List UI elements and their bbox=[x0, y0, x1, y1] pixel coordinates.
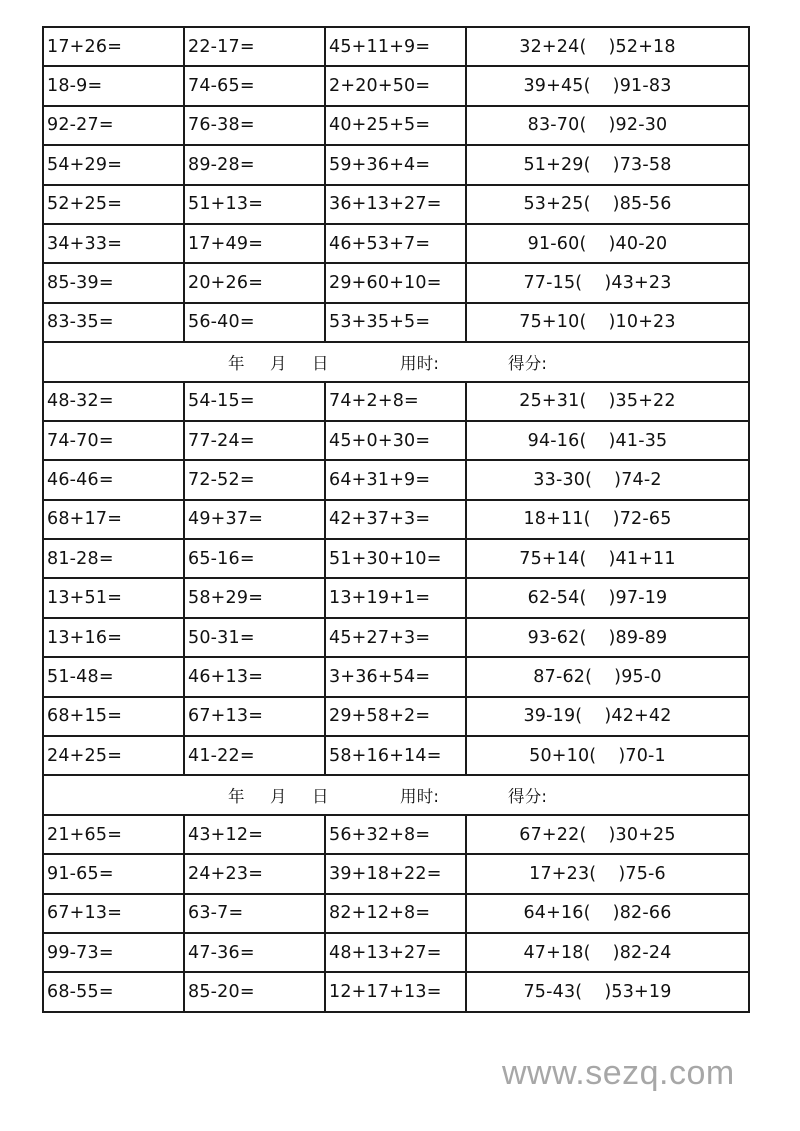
problem-cell-col2[interactable]: 43+12= bbox=[184, 815, 325, 854]
problem-cell-col2[interactable]: 72-52= bbox=[184, 460, 325, 499]
comparison-left-expression: 75+10( bbox=[519, 312, 587, 333]
comparison-right-expression: )91-83 bbox=[612, 76, 672, 97]
problem-cell-col1[interactable]: 81-28= bbox=[43, 539, 184, 578]
comparison-left-expression: 17+23( bbox=[529, 863, 597, 884]
problem-cell-col3[interactable]: 40+25+5= bbox=[325, 106, 466, 145]
comparison-cell[interactable] bbox=[466, 539, 749, 578]
date-time-score-header-row bbox=[43, 342, 749, 381]
comparison-right-expression: )85-56 bbox=[612, 194, 672, 215]
comparison-left-expression: 32+24( bbox=[519, 36, 587, 57]
comparison-left-expression: 67+22( bbox=[519, 824, 587, 845]
comparison-right-expression: )53+19 bbox=[604, 982, 672, 1003]
comparison-cell[interactable] bbox=[466, 736, 749, 775]
comparison-right-expression: )97-19 bbox=[608, 588, 668, 609]
problem-cell-col2[interactable]: 49+37= bbox=[184, 500, 325, 539]
comparison-cell[interactable] bbox=[466, 500, 749, 539]
problem-cell-col1[interactable]: 52+25= bbox=[43, 185, 184, 224]
comparison-cell[interactable] bbox=[466, 224, 749, 263]
comparison-left-expression: 33-30( bbox=[533, 469, 593, 490]
comparison-right-expression: )82-66 bbox=[612, 903, 672, 924]
problem-cell-col1[interactable]: 13+51= bbox=[43, 578, 184, 617]
comparison-left-expression: 83-70( bbox=[527, 115, 587, 136]
comparison-left-expression: 50+10( bbox=[529, 745, 597, 766]
comparison-cell[interactable] bbox=[466, 66, 749, 105]
problem-cell-col2[interactable]: 50-31= bbox=[184, 618, 325, 657]
comparison-left-expression: 91-60( bbox=[527, 233, 587, 254]
problem-row bbox=[43, 697, 749, 736]
comparison-left-expression: 75+14( bbox=[519, 548, 587, 569]
problem-row bbox=[43, 27, 749, 66]
month-label: 月 bbox=[270, 353, 287, 373]
comparison-cell[interactable] bbox=[466, 145, 749, 184]
comparison-left-expression: 64+16( bbox=[523, 903, 591, 924]
comparison-cell[interactable] bbox=[466, 578, 749, 617]
problem-cell-col3[interactable]: 64+31+9= bbox=[325, 460, 466, 499]
comparison-left-expression: 25+31( bbox=[519, 391, 587, 412]
comparison-cell[interactable] bbox=[466, 657, 749, 696]
problem-row bbox=[43, 145, 749, 184]
comparison-right-expression: )82-24 bbox=[612, 942, 672, 963]
problem-cell-col1[interactable]: 83-35= bbox=[43, 303, 184, 342]
problem-cell-col1[interactable]: 24+25= bbox=[43, 736, 184, 775]
problem-cell-col2[interactable]: 77-24= bbox=[184, 421, 325, 460]
problem-row bbox=[43, 500, 749, 539]
problem-cell-col2[interactable]: 17+49= bbox=[184, 224, 325, 263]
problem-cell-col3[interactable]: 29+60+10= bbox=[325, 263, 466, 302]
problem-row bbox=[43, 736, 749, 775]
comparison-left-expression: 87-62( bbox=[533, 666, 593, 687]
comparison-cell[interactable] bbox=[466, 460, 749, 499]
comparison-right-expression: )75-6 bbox=[618, 863, 666, 884]
comparison-cell[interactable] bbox=[466, 27, 749, 66]
comparison-left-expression: 53+25( bbox=[523, 194, 591, 215]
problem-cell-col2[interactable]: 67+13= bbox=[184, 697, 325, 736]
comparison-cell[interactable] bbox=[466, 894, 749, 933]
problem-row bbox=[43, 382, 749, 421]
problem-cell-col3[interactable]: 45+27+3= bbox=[325, 618, 466, 657]
comparison-cell[interactable] bbox=[466, 303, 749, 342]
comparison-left-expression: 94-16( bbox=[527, 430, 587, 451]
problem-cell-col3[interactable]: 45+11+9= bbox=[325, 27, 466, 66]
problem-cell-col3[interactable]: 59+36+4= bbox=[325, 145, 466, 184]
comparison-cell[interactable] bbox=[466, 421, 749, 460]
problem-cell-col3[interactable]: 82+12+8= bbox=[325, 894, 466, 933]
score-label: 得分: bbox=[508, 353, 548, 373]
problem-row bbox=[43, 578, 749, 617]
comparison-cell[interactable] bbox=[466, 972, 749, 1011]
problem-cell-col1[interactable]: 13+16= bbox=[43, 618, 184, 657]
problem-cell-col1[interactable]: 85-39= bbox=[43, 263, 184, 302]
comparison-right-expression: )43+23 bbox=[604, 273, 672, 294]
problem-row bbox=[43, 421, 749, 460]
comparison-cell[interactable] bbox=[466, 185, 749, 224]
comparison-right-expression: )52+18 bbox=[608, 36, 676, 57]
problem-cell-col1[interactable]: 68-55= bbox=[43, 972, 184, 1011]
comparison-right-expression: )35+22 bbox=[608, 391, 676, 412]
time-used-label: 用时: bbox=[400, 353, 440, 373]
problem-row bbox=[43, 66, 749, 105]
problem-row bbox=[43, 933, 749, 972]
problem-cell-col2[interactable]: 41-22= bbox=[184, 736, 325, 775]
problem-cell-col3[interactable]: 56+32+8= bbox=[325, 815, 466, 854]
problem-row bbox=[43, 657, 749, 696]
day-label: 日 bbox=[312, 353, 329, 373]
problem-cell-col3[interactable]: 36+13+27= bbox=[325, 185, 466, 224]
problem-cell-col1[interactable]: 34+33= bbox=[43, 224, 184, 263]
problem-row bbox=[43, 539, 749, 578]
problem-cell-col2[interactable]: 85-20= bbox=[184, 972, 325, 1011]
problem-row bbox=[43, 815, 749, 854]
watermark: www.sezq.com bbox=[502, 1054, 735, 1092]
problem-cell-col1[interactable]: 18-9= bbox=[43, 66, 184, 105]
problem-row bbox=[43, 618, 749, 657]
comparison-right-expression: )10+23 bbox=[608, 312, 676, 333]
problem-cell-col2[interactable]: 65-16= bbox=[184, 539, 325, 578]
problem-cell-col1[interactable]: 54+29= bbox=[43, 145, 184, 184]
problem-row bbox=[43, 854, 749, 893]
comparison-right-expression: )73-58 bbox=[612, 154, 672, 175]
problem-row bbox=[43, 224, 749, 263]
problem-cell-col2[interactable]: 46+13= bbox=[184, 657, 325, 696]
problem-cell-col2[interactable]: 51+13= bbox=[184, 185, 325, 224]
problem-row bbox=[43, 263, 749, 302]
comparison-right-expression: )89-89 bbox=[608, 627, 668, 648]
comparison-cell[interactable] bbox=[466, 263, 749, 302]
problem-cell-col1[interactable]: 21+65= bbox=[43, 815, 184, 854]
comparison-cell[interactable] bbox=[466, 618, 749, 657]
comparison-right-expression: )30+25 bbox=[608, 824, 676, 845]
problem-cell-col2[interactable]: 74-65= bbox=[184, 66, 325, 105]
comparison-left-expression: 18+11( bbox=[523, 509, 591, 530]
time-used-label: 用时: bbox=[400, 787, 440, 807]
problem-row bbox=[43, 106, 749, 145]
year-label: 年 bbox=[228, 787, 245, 807]
comparison-right-expression: )74-2 bbox=[614, 469, 662, 490]
problem-row bbox=[43, 303, 749, 342]
problem-cell-col3[interactable]: 74+2+8= bbox=[325, 382, 466, 421]
problem-cell-col2[interactable]: 63-7= bbox=[184, 894, 325, 933]
problem-cell-col3[interactable]: 58+16+14= bbox=[325, 736, 466, 775]
problem-cell-col2[interactable]: 54-15= bbox=[184, 382, 325, 421]
comparison-cell[interactable] bbox=[466, 815, 749, 854]
problem-cell-col2[interactable]: 58+29= bbox=[184, 578, 325, 617]
problem-cell-col1[interactable]: 99-73= bbox=[43, 933, 184, 972]
problem-cell-col3[interactable]: 51+30+10= bbox=[325, 539, 466, 578]
problem-cell-col2[interactable]: 20+26= bbox=[184, 263, 325, 302]
problem-cell-col1[interactable]: 74-70= bbox=[43, 421, 184, 460]
problem-row bbox=[43, 972, 749, 1011]
problem-cell-col1[interactable]: 68+17= bbox=[43, 500, 184, 539]
arithmetic-worksheet-table bbox=[42, 26, 750, 1013]
comparison-right-expression: )41-35 bbox=[608, 430, 668, 451]
header-cell bbox=[43, 342, 749, 381]
comparison-right-expression: )72-65 bbox=[612, 509, 672, 530]
comparison-left-expression: 93-62( bbox=[527, 627, 587, 648]
comparison-left-expression: 62-54( bbox=[527, 588, 587, 609]
problem-row bbox=[43, 185, 749, 224]
comparison-right-expression: )41+11 bbox=[608, 548, 676, 569]
problem-cell-col1[interactable]: 91-65= bbox=[43, 854, 184, 893]
month-label: 月 bbox=[270, 787, 287, 807]
comparison-cell[interactable] bbox=[466, 854, 749, 893]
comparison-right-expression: )92-30 bbox=[608, 115, 668, 136]
problem-cell-col1[interactable]: 68+15= bbox=[43, 697, 184, 736]
problem-cell-col1[interactable]: 48-32= bbox=[43, 382, 184, 421]
problem-row bbox=[43, 460, 749, 499]
problem-cell-col2[interactable]: 76-38= bbox=[184, 106, 325, 145]
problem-cell-col3[interactable]: 46+53+7= bbox=[325, 224, 466, 263]
problem-cell-col2[interactable]: 56-40= bbox=[184, 303, 325, 342]
problem-cell-col1[interactable]: 17+26= bbox=[43, 27, 184, 66]
comparison-cell[interactable] bbox=[466, 382, 749, 421]
comparison-left-expression: 75-43( bbox=[523, 982, 583, 1003]
problem-cell-col3[interactable]: 48+13+27= bbox=[325, 933, 466, 972]
comparison-cell[interactable] bbox=[466, 106, 749, 145]
problem-cell-col1[interactable]: 51-48= bbox=[43, 657, 184, 696]
score-label: 得分: bbox=[508, 787, 548, 807]
problem-cell-col2[interactable]: 24+23= bbox=[184, 854, 325, 893]
problem-cell-col3[interactable]: 29+58+2= bbox=[325, 697, 466, 736]
comparison-cell[interactable] bbox=[466, 933, 749, 972]
comparison-left-expression: 39+45( bbox=[523, 76, 591, 97]
year-label: 年 bbox=[228, 353, 245, 373]
comparison-right-expression: )70-1 bbox=[618, 745, 666, 766]
problem-cell-col1[interactable]: 46-46= bbox=[43, 460, 184, 499]
comparison-right-expression: )40-20 bbox=[608, 233, 668, 254]
comparison-right-expression: )95-0 bbox=[614, 666, 662, 687]
problem-cell-col3[interactable]: 53+35+5= bbox=[325, 303, 466, 342]
problem-cell-col3[interactable]: 12+17+13= bbox=[325, 972, 466, 1011]
problem-cell-col3[interactable]: 42+37+3= bbox=[325, 500, 466, 539]
problem-cell-col3[interactable]: 13+19+1= bbox=[325, 578, 466, 617]
problem-cell-col3[interactable]: 3+36+54= bbox=[325, 657, 466, 696]
day-label: 日 bbox=[312, 787, 329, 807]
problem-cell-col3[interactable]: 45+0+30= bbox=[325, 421, 466, 460]
comparison-left-expression: 51+29( bbox=[523, 154, 591, 175]
problem-row bbox=[43, 894, 749, 933]
problem-cell-col2[interactable]: 22-17= bbox=[184, 27, 325, 66]
comparison-left-expression: 47+18( bbox=[523, 942, 591, 963]
comparison-left-expression: 39-19( bbox=[523, 706, 583, 727]
comparison-cell[interactable] bbox=[466, 697, 749, 736]
problem-cell-col2[interactable]: 89-28= bbox=[184, 145, 325, 184]
problem-cell-col1[interactable]: 67+13= bbox=[43, 894, 184, 933]
problem-cell-col3[interactable]: 39+18+22= bbox=[325, 854, 466, 893]
problem-cell-col2[interactable]: 47-36= bbox=[184, 933, 325, 972]
comparison-left-expression: 77-15( bbox=[523, 273, 583, 294]
date-time-score-header-row bbox=[43, 775, 749, 814]
comparison-right-expression: )42+42 bbox=[604, 706, 672, 727]
problem-cell-col1[interactable]: 92-27= bbox=[43, 106, 184, 145]
header-cell bbox=[43, 775, 749, 814]
problem-cell-col3[interactable]: 2+20+50= bbox=[325, 66, 466, 105]
